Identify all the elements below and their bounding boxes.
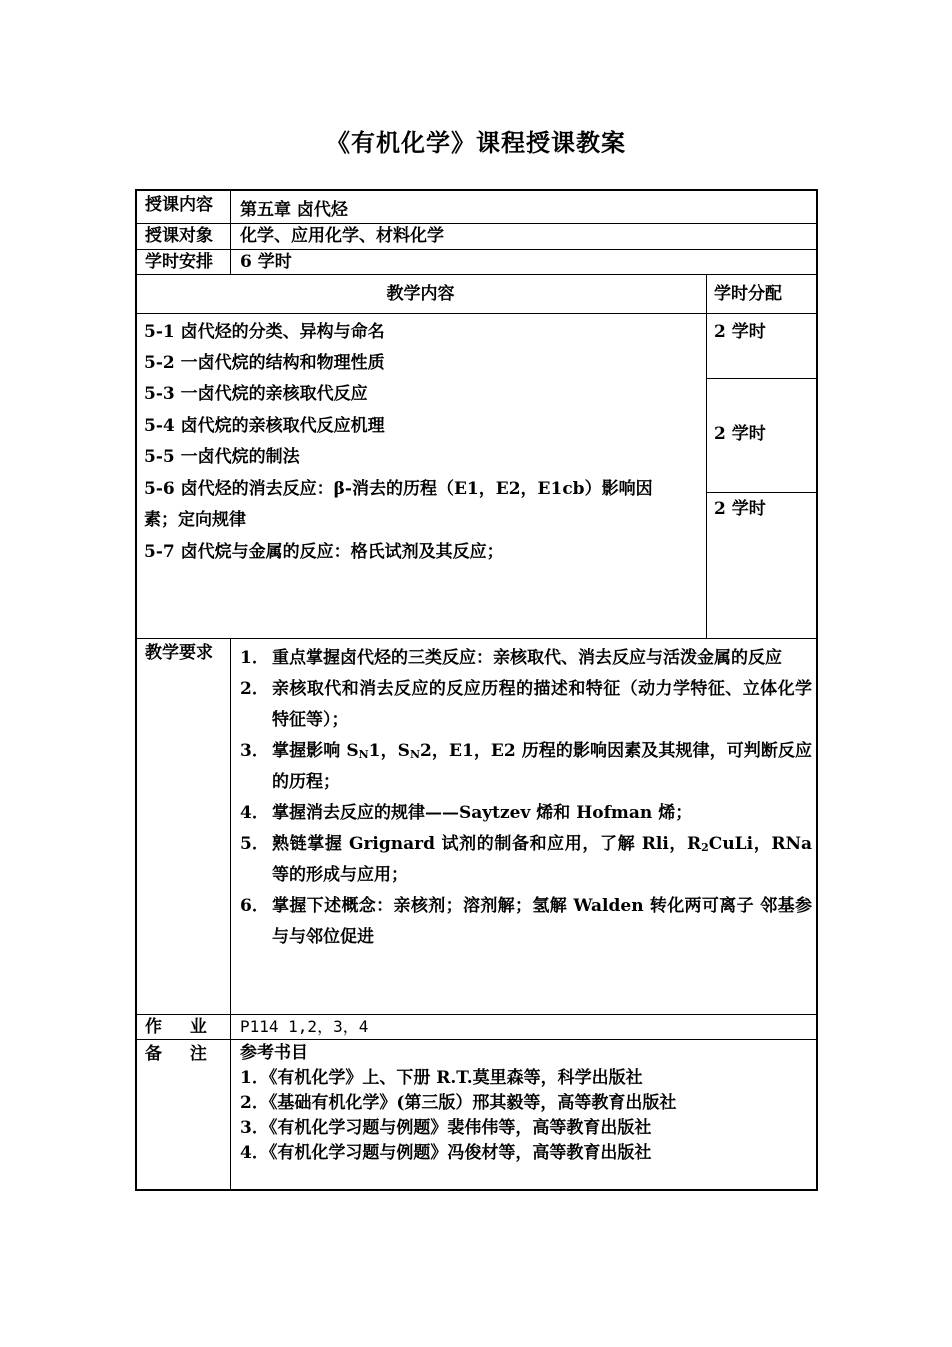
- requirement-number: 5．: [240, 834, 269, 854]
- homework-label: 作 业: [145, 1017, 207, 1037]
- hours-allocation-header: 学时分配: [714, 284, 782, 304]
- requirement-text: 掌握消去反应的规律——Saytzev 烯和 Hofman 烯；: [272, 803, 693, 823]
- row-divider: [135, 274, 818, 275]
- teaching-content-header: 教学内容: [386, 284, 455, 304]
- requirement-number: 6．: [240, 896, 269, 916]
- requirement-item: [240, 829, 812, 891]
- requirement-number: 1．: [240, 648, 269, 668]
- hours-label: 学时安排: [145, 252, 213, 272]
- content-item-5-2: 5-2 一卤代烷的结构和物理性质: [144, 353, 385, 373]
- row-divider: [135, 313, 818, 314]
- hours-cell: 2 学时: [714, 322, 766, 342]
- content-item-5-4: 5-4 卤代烷的亲核取代反应机理: [144, 416, 385, 436]
- audience-value: 化学、应用化学、材料化学: [240, 226, 444, 246]
- row-divider: [135, 638, 818, 639]
- page-title: 《有机化学》课程授课教案: [326, 128, 626, 157]
- requirements-list: [240, 643, 812, 953]
- reference-item: 2．《基础有机化学》(第三版）邢其毅等，高等教育出版社: [240, 1093, 677, 1113]
- content-item-5-5: 5-5 一卤代烷的制法: [144, 447, 300, 467]
- row-divider: [135, 1039, 818, 1040]
- hours-cell: 2 学时: [714, 499, 766, 519]
- reference-item: 3．《有机化学习题与例题》裴伟伟等，高等教育出版社: [240, 1118, 652, 1138]
- requirement-number: 3．: [240, 741, 269, 761]
- requirement-item: [240, 736, 812, 798]
- content-item-5-1: 5-1 卤代烃的分类、异构与命名: [144, 322, 385, 342]
- hours-divider: [706, 378, 818, 379]
- hours-cell: 2 学时: [714, 424, 766, 444]
- requirement-text: 重点掌握卤代烃的三类反应：亲核取代、消去反应与活泼金属的反应: [272, 648, 782, 668]
- requirement-item: [240, 643, 812, 674]
- content-value: 第五章 卤代烃: [240, 200, 348, 220]
- content-label: 授课内容: [145, 195, 213, 215]
- hours-column-divider: [706, 274, 707, 638]
- requirement-number: 2．: [240, 679, 269, 699]
- audience-label: 授课对象: [145, 226, 213, 246]
- hours-value: 6 学时: [240, 252, 292, 272]
- label-column-divider: [230, 189, 231, 274]
- content-item-5-6: 5-6 卤代烃的消去反应：β-消去的历程（E1，E2，E1cb）影响因: [144, 479, 653, 499]
- row-divider: [135, 223, 818, 224]
- reference-item: 1．《有机化学》上、下册 R.T.莫里森等，科学出版社: [240, 1068, 643, 1088]
- requirement-item: [240, 674, 812, 736]
- label-column-divider: [230, 638, 231, 1191]
- homework-value: P114 1,2，3，4: [240, 1017, 369, 1036]
- content-item-5-7: 5-7 卤代烷与金属的反应：格氏试剂及其反应；: [144, 542, 504, 562]
- notes-label: 备 注: [145, 1044, 207, 1064]
- requirement-text: 亲核取代和消去反应的反应历程的描述和特征（动力学特征、立体化学特征等）；: [272, 679, 812, 730]
- requirement-item: [240, 891, 812, 953]
- requirement-number: 4．: [240, 803, 269, 823]
- reference-item: 4．《有机化学习题与例题》冯俊材等，高等教育出版社: [240, 1143, 652, 1163]
- reference-heading: 参考书目: [240, 1043, 308, 1063]
- content-item-5-3: 5-3 一卤代烷的亲核取代反应: [144, 384, 368, 404]
- hours-divider: [706, 492, 818, 493]
- requirement-text: 掌握影响 $S_N1$，$S_N2$，E1，E2 历程的影响因素及其规律，可判断反应的历程；: [272, 741, 812, 792]
- row-divider: [135, 1014, 818, 1015]
- requirement-text: 熟链掌握 Grignard 试剂的制备和应用，了解 Rli，$R_2CuLi$，RNa 等的形成与应用；: [272, 834, 812, 885]
- content-item-5-6-cont: 素；定向规律: [144, 510, 246, 530]
- row-divider: [135, 249, 818, 250]
- requirement-text: 掌握下述概念：亲核剂；溶剂解；氢解 Walden 转化两可离子 邻基参与与邻位促进: [272, 896, 812, 947]
- requirements-label: 教学要求: [145, 643, 213, 663]
- requirement-item: [240, 798, 812, 829]
